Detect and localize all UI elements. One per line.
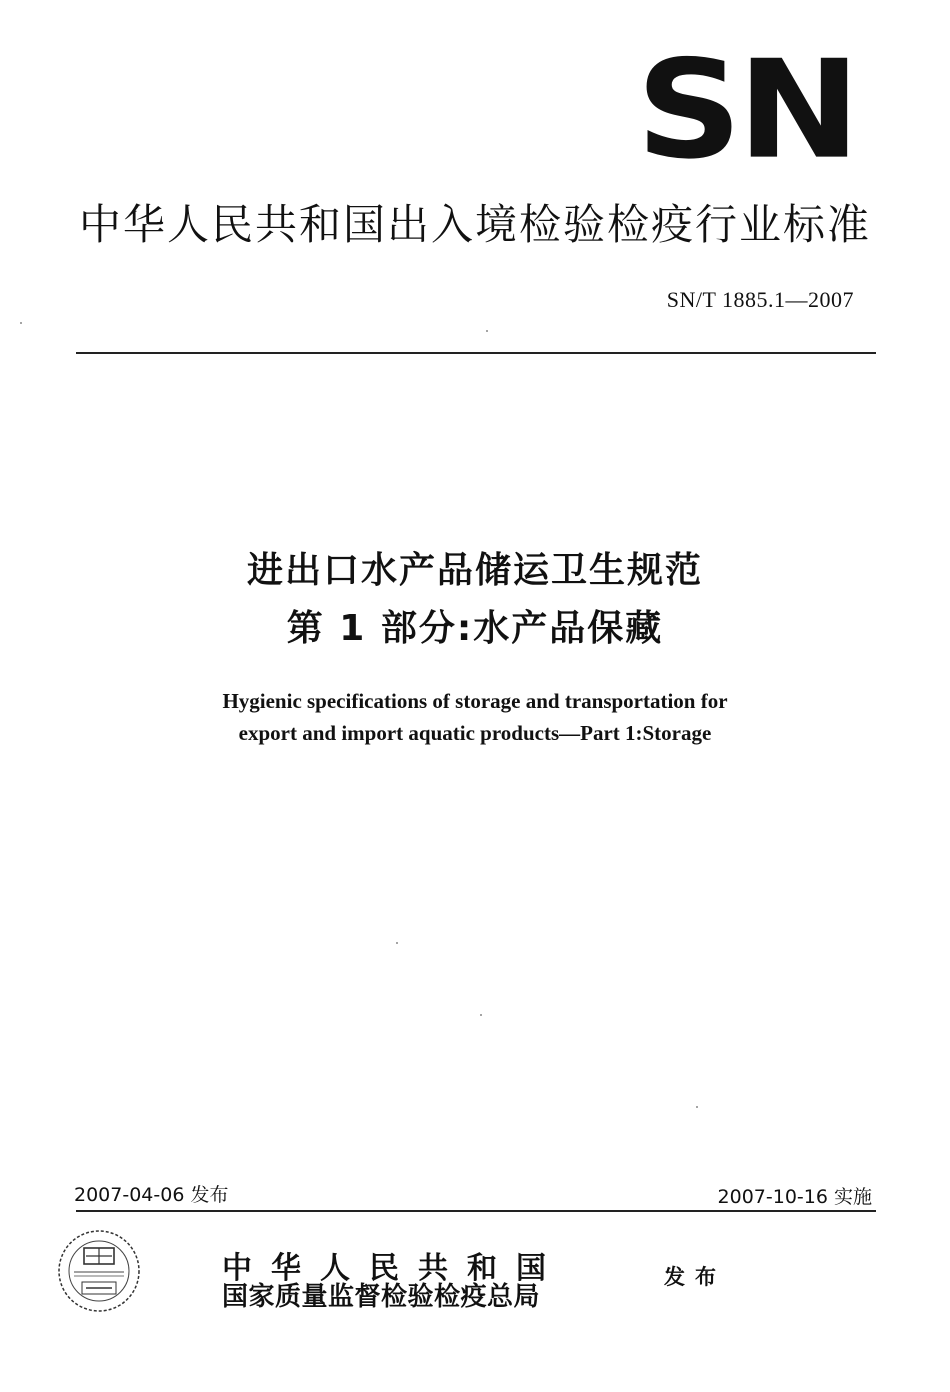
title-cn-line2: 第 1 部分:水产品保藏 <box>286 608 664 649</box>
publisher-name-line1: 中华人民共和国 <box>222 1251 565 1286</box>
scan-speck <box>696 1106 698 1108</box>
title-en-line2: export and import aquatic products—Part 1:Storage <box>238 721 712 745</box>
title-en-line1: Hygienic specifications of storage and transportation for <box>222 689 728 713</box>
title-cn-line1: 进出口水产品储运卫生规范 <box>246 550 703 591</box>
bottom-divider <box>76 1210 876 1212</box>
scan-speck <box>20 322 22 324</box>
publisher-name-line2: 国家质量监督检验检疫总局 <box>222 1282 541 1312</box>
organization-title: 中华人民共和国出入境检验检疫行业标准 <box>78 200 871 249</box>
publish-label: 发布 <box>664 1264 726 1289</box>
top-divider <box>76 352 876 354</box>
sn-logo: SN <box>636 30 856 189</box>
standard-code: SN/T 1885.1—2007 <box>666 287 854 312</box>
scan-speck <box>396 942 398 944</box>
scan-speck <box>486 330 488 332</box>
scan-speck <box>480 1014 482 1016</box>
publisher-seal-icon <box>56 1228 142 1314</box>
issue-date: 2007-04-06 发布 <box>74 1184 229 1206</box>
implementation-date: 2007-10-16 实施 <box>717 1186 872 1208</box>
